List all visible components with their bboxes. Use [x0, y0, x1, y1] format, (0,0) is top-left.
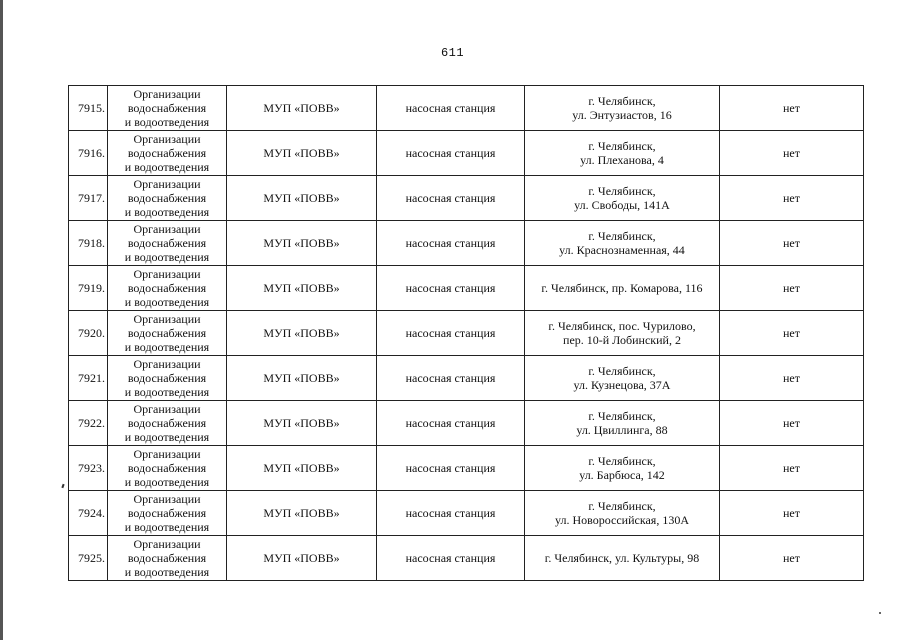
facility-type-cell: насосная станция: [377, 446, 525, 491]
address-line: г. Челябинск, пос. Чурилово,: [548, 319, 696, 333]
table-row: [69, 176, 864, 221]
table-row: [69, 266, 864, 311]
address-cell: [525, 86, 720, 131]
row-number-cell: 7918.: [69, 221, 108, 266]
address-line: ул. Энтузиастов, 16: [572, 108, 672, 122]
organization-type-line: водоснабжения: [127, 506, 207, 520]
organization-type-cell: [108, 446, 227, 491]
flag-cell: нет: [720, 221, 864, 266]
row-number-cell: 7922.: [69, 401, 108, 446]
address-cell: [525, 356, 720, 401]
address-cell: [525, 491, 720, 536]
page-number: 611: [440, 46, 465, 60]
organization-type-cell: [108, 86, 227, 131]
flag-cell: нет: [720, 491, 864, 536]
organization-type-line: водоснабжения: [127, 101, 207, 115]
organization-name-cell: МУП «ПОВВ»: [227, 356, 377, 401]
table-row: [69, 401, 864, 446]
facility-type-cell: насосная станция: [377, 221, 525, 266]
address-cell: [525, 446, 720, 491]
organization-type-cell: [108, 311, 227, 356]
row-number-cell: 7919.: [69, 266, 108, 311]
table-row: [69, 131, 864, 176]
organization-name-cell: МУП «ПОВВ»: [227, 266, 377, 311]
flag-cell: нет: [720, 176, 864, 221]
organization-type-line: водоснабжения: [127, 416, 207, 430]
address-line: г. Челябинск,: [588, 499, 656, 513]
flag-cell: нет: [720, 266, 864, 311]
organization-type-cell: [108, 401, 227, 446]
table-row: [69, 536, 864, 581]
facility-type-cell: насосная станция: [377, 311, 525, 356]
row-number-cell: 7924.: [69, 491, 108, 536]
organization-type-line: и водоотведения: [124, 340, 210, 354]
address-line: г. Челябинск,: [588, 94, 656, 108]
address-line: г. Челябинск,: [588, 139, 656, 153]
scan-left-edge: [0, 0, 3, 640]
registry-table: [68, 85, 864, 581]
organization-name-cell: МУП «ПОВВ»: [227, 446, 377, 491]
organization-type-line: Организации: [133, 402, 201, 416]
address-line: ул. Плеханова, 4: [580, 153, 664, 167]
table-row: [69, 356, 864, 401]
scan-artifact-dot: [879, 612, 881, 614]
flag-cell: нет: [720, 401, 864, 446]
organization-type-line: Организации: [133, 312, 201, 326]
row-number-cell: 7925.: [69, 536, 108, 581]
organization-name-cell: МУП «ПОВВ»: [227, 401, 377, 446]
organization-type-cell: [108, 491, 227, 536]
organization-type-cell: [108, 266, 227, 311]
facility-type-cell: насосная станция: [377, 86, 525, 131]
address-cell: [525, 131, 720, 176]
flag-cell: нет: [720, 311, 864, 356]
row-number-cell: 7923.: [69, 446, 108, 491]
organization-type-line: и водоотведения: [124, 205, 210, 219]
organization-type-line: Организации: [133, 537, 201, 551]
organization-type-line: Организации: [133, 492, 201, 506]
address-line: г. Челябинск,: [588, 229, 656, 243]
address-line: ул. Барбюса, 142: [579, 468, 665, 482]
organization-type-line: Организации: [133, 87, 201, 101]
organization-type-line: и водоотведения: [124, 520, 210, 534]
address-line: г. Челябинск,: [588, 409, 656, 423]
organization-name-cell: МУП «ПОВВ»: [227, 221, 377, 266]
organization-name-cell: МУП «ПОВВ»: [227, 176, 377, 221]
address-line: ул. Новороссийская, 130А: [555, 513, 689, 527]
organization-type-line: водоснабжения: [127, 146, 207, 160]
flag-cell: нет: [720, 356, 864, 401]
address-line: г. Челябинск,: [588, 184, 656, 198]
facility-type-cell: насосная станция: [377, 536, 525, 581]
facility-type-cell: насосная станция: [377, 491, 525, 536]
address-cell: [525, 311, 720, 356]
table-row: [69, 491, 864, 536]
organization-type-line: и водоотведения: [124, 430, 210, 444]
facility-type-cell: насосная станция: [377, 356, 525, 401]
organization-type-line: Организации: [133, 222, 201, 236]
organization-type-line: Организации: [133, 267, 201, 281]
organization-name-cell: МУП «ПОВВ»: [227, 491, 377, 536]
organization-type-line: водоснабжения: [127, 551, 207, 565]
facility-type-cell: насосная станция: [377, 131, 525, 176]
address-line: г. Челябинск,: [588, 454, 656, 468]
organization-type-cell: [108, 536, 227, 581]
address-line: ул. Свободы, 141А: [574, 198, 670, 212]
organization-type-line: водоснабжения: [127, 236, 207, 250]
address-cell: [525, 221, 720, 266]
organization-type-line: и водоотведения: [124, 565, 210, 579]
row-number-cell: 7915.: [69, 86, 108, 131]
flag-cell: нет: [720, 536, 864, 581]
address-cell: [525, 266, 720, 311]
organization-type-line: и водоотведения: [124, 295, 210, 309]
address-cell: [525, 536, 720, 581]
facility-type-cell: насосная станция: [377, 266, 525, 311]
address-line: г. Челябинск,: [588, 364, 656, 378]
organization-type-line: водоснабжения: [127, 371, 207, 385]
organization-type-line: водоснабжения: [127, 326, 207, 340]
address-line: г. Челябинск, пр. Комарова, 116: [541, 281, 703, 295]
organization-type-line: Организации: [133, 132, 201, 146]
address-line: ул. Краснознаменная, 44: [559, 243, 685, 257]
row-number-cell: 7917.: [69, 176, 108, 221]
organization-name-cell: МУП «ПОВВ»: [227, 86, 377, 131]
address-cell: [525, 401, 720, 446]
row-number-cell: 7920.: [69, 311, 108, 356]
organization-type-line: и водоотведения: [124, 115, 210, 129]
table-row: [69, 311, 864, 356]
organization-type-line: Организации: [133, 357, 201, 371]
address-cell: [525, 176, 720, 221]
organization-type-line: и водоотведения: [124, 475, 210, 489]
address-line: пер. 10-й Лобинский, 2: [563, 333, 681, 347]
organization-type-cell: [108, 131, 227, 176]
table-row: [69, 446, 864, 491]
organization-type-line: и водоотведения: [124, 250, 210, 264]
organization-name-cell: МУП «ПОВВ»: [227, 131, 377, 176]
facility-type-cell: насосная станция: [377, 176, 525, 221]
organization-type-line: водоснабжения: [127, 191, 207, 205]
address-line: г. Челябинск, ул. Культуры, 98: [544, 551, 700, 565]
scan-artifact-mark: [61, 484, 64, 488]
organization-type-line: Организации: [133, 447, 201, 461]
flag-cell: нет: [720, 131, 864, 176]
organization-type-line: водоснабжения: [127, 461, 207, 475]
row-number-cell: 7916.: [69, 131, 108, 176]
organization-type-line: Организации: [133, 177, 201, 191]
organization-type-cell: [108, 356, 227, 401]
organization-name-cell: МУП «ПОВВ»: [227, 311, 377, 356]
row-number-cell: 7921.: [69, 356, 108, 401]
table-row: [69, 221, 864, 266]
organization-type-cell: [108, 221, 227, 266]
organization-type-line: и водоотведения: [124, 385, 210, 399]
facility-type-cell: насосная станция: [377, 401, 525, 446]
flag-cell: нет: [720, 446, 864, 491]
address-line: ул. Цвиллинга, 88: [576, 423, 668, 437]
organization-type-line: водоснабжения: [127, 281, 207, 295]
table-row: [69, 86, 864, 131]
flag-cell: нет: [720, 86, 864, 131]
registry-table-body: [69, 86, 864, 581]
organization-name-cell: МУП «ПОВВ»: [227, 536, 377, 581]
organization-type-line: и водоотведения: [124, 160, 210, 174]
address-line: ул. Кузнецова, 37А: [573, 378, 671, 392]
organization-type-cell: [108, 176, 227, 221]
